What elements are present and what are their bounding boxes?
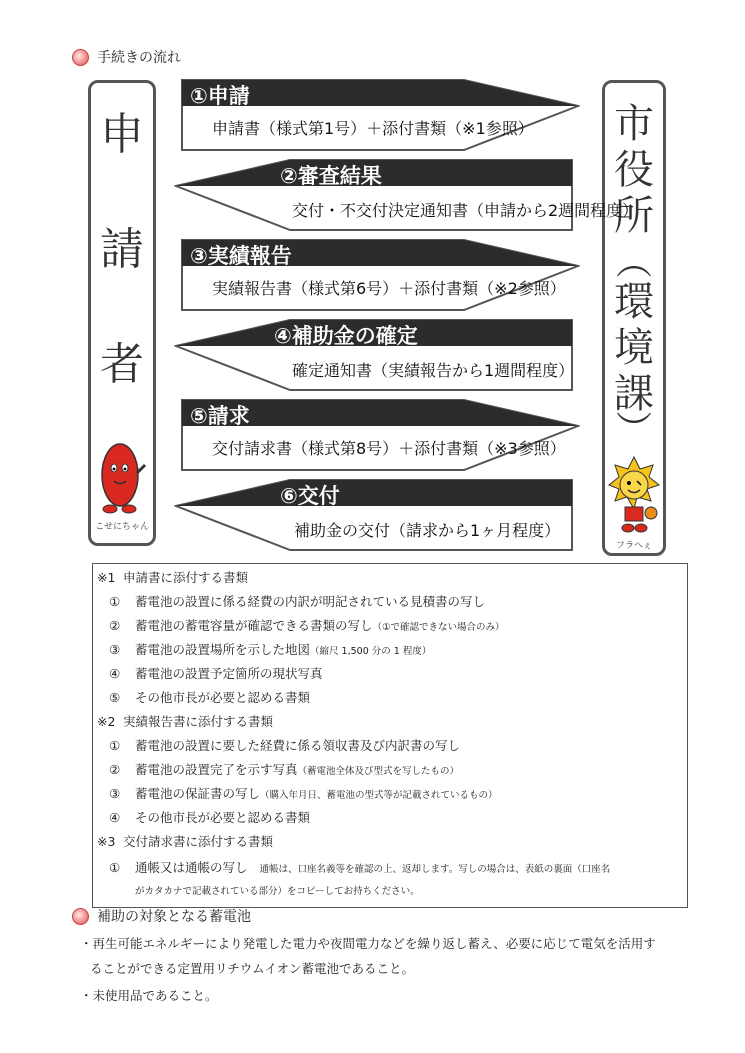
applicant-mascot-caption: こせにちゃん [94, 522, 149, 532]
note2-item-3: ③ 蓄電池の保証書の写し（購入年月日、蓄電池の型式等が記載されているもの） [109, 786, 498, 801]
applicant-box [88, 80, 156, 546]
step-title: ②審査結果 [280, 164, 382, 188]
section-title: 補助の対象となる蓄電池 [97, 909, 251, 925]
target-bullet-2: ・未使用品であること。 [80, 988, 218, 1003]
section-heading-target [72, 906, 251, 926]
note2-heading: ※2 実績報告書に添付する書類 [97, 714, 274, 729]
section-title: 手続きの流れ [97, 50, 181, 66]
step-arrow-4 [174, 316, 578, 392]
bean-mascot-icon [95, 435, 149, 515]
step-desc: 実績報告書（様式第6号）＋添付書類（※2参照） [212, 279, 566, 298]
note2-item-2: ② 蓄電池の設置完了を示す写真（蓄電池全体及び型式を写したもの） [109, 762, 460, 777]
step-title: ⑥交付 [280, 484, 340, 508]
note1-item-5: ⑤ その他市長が必要と認める書類 [109, 690, 311, 705]
target-bullet-1-line-2: ることができる定置用リチウムイオン蓄電池であること。 [90, 961, 415, 976]
step-desc: 補助金の交付（請求から1ヶ月程度） [294, 521, 561, 540]
city-office-box [602, 80, 666, 556]
applicant-char-2: 請 [100, 224, 144, 275]
sun-mascot-icon [607, 455, 661, 535]
note2-item-4: ④ その他市長が必要と認める書類 [109, 810, 311, 825]
step-arrow-1 [176, 76, 580, 152]
note1-item-3: ③ 蓄電池の設置場所を示した地図（縮尺 1,500 分の 1 程度） [109, 642, 432, 657]
step-desc: 交付請求書（様式第8号）＋添付書類（※3参照） [212, 439, 566, 458]
city-char-5: 環 [614, 279, 654, 325]
step-arrow-5 [176, 396, 580, 472]
city-char-3: 所 [614, 193, 654, 239]
note1-heading: ※1 申請書に添付する書類 [97, 570, 249, 585]
attachment-notes-box [92, 563, 688, 908]
step-desc: 確定通知書（実績報告から1週間程度） [292, 361, 575, 380]
step-title: ④補助金の確定 [274, 324, 418, 348]
step-arrow-6 [174, 476, 578, 552]
city-mascot-caption: フラへぇ [615, 541, 652, 551]
city-char-4: ︵ [615, 242, 652, 283]
city-char-8: ︶ [615, 410, 652, 451]
note1-item-2: ② 蓄電池の蓄電容量が確認できる書類の写し（①で確認できない場合のみ） [109, 618, 505, 633]
step-title: ①申請 [190, 84, 250, 108]
note3-item-1: ① 通帳又は通帳の写し 通帳は、口座名義等を確認の上、返却します。写しの場合は、表紙の裏面（口座名 [109, 860, 611, 875]
note1-item-1: ① 蓄電池の設置に係る経費の内訳が明記されている見積書の写し [109, 594, 486, 609]
step-title: ③実績報告 [190, 244, 292, 268]
note3-item-1-continued: がカタカナで記載されている部分）をコピーしてお持ちください。 [135, 886, 420, 897]
step-desc: 申請書（様式第1号）＋添付書類（※1参照） [212, 119, 534, 138]
applicant-char-3: 者 [100, 339, 144, 390]
bullet-circle-icon [72, 49, 89, 66]
note2-item-1: ① 蓄電池の設置に要した経費に係る領収書及び内訳書の写し [109, 738, 461, 753]
target-bullet-1-line-1: ・再生可能エネルギーにより発電した電力や夜間電力などを繰り返し蓄え、必要に応じて電気を活用す [80, 936, 656, 951]
applicant-char-1: 申 [100, 109, 144, 160]
step-arrow-2 [174, 156, 639, 232]
city-char-2: 役 [614, 147, 654, 193]
section-heading-flow [72, 47, 181, 67]
note3-heading: ※3 交付請求書に添付する書類 [97, 834, 274, 849]
city-char-1: 市 [614, 101, 654, 147]
step-desc: 交付・不交付決定通知書（申請から2週間程度） [292, 201, 639, 220]
step-title: ⑤請求 [190, 404, 250, 428]
note1-item-4: ④ 蓄電池の設置予定箇所の現状写真 [109, 666, 323, 681]
city-char-7: 課 [614, 371, 654, 417]
bullet-circle-icon [72, 908, 89, 925]
city-char-6: 境 [614, 325, 654, 371]
step-arrow-3 [176, 236, 580, 312]
